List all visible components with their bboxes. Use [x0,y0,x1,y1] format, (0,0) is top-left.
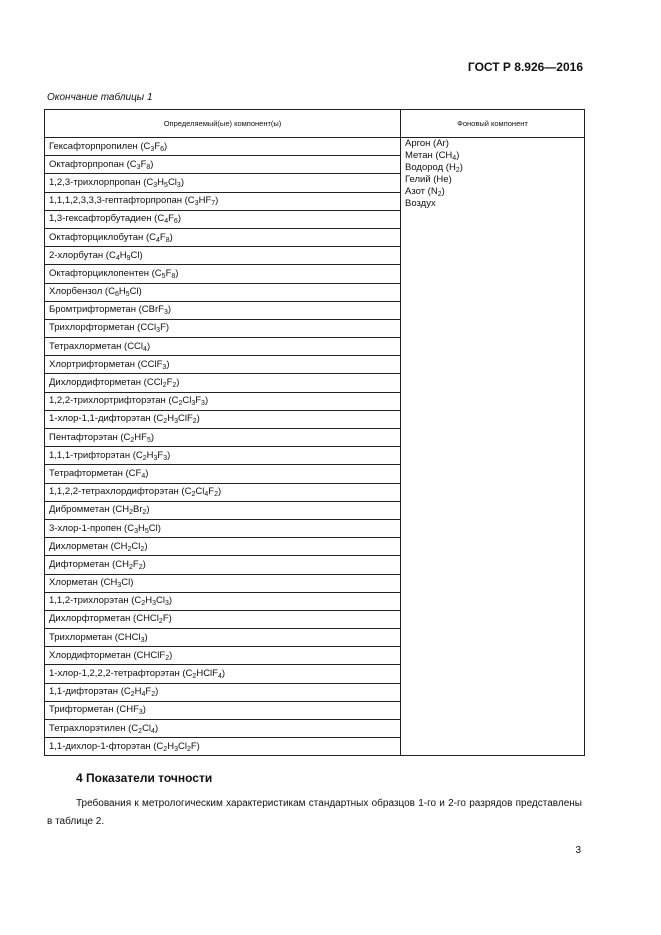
header-background-component: Фоновый компонент [401,110,585,138]
subscript: 4 [115,254,120,262]
table-caption: Окончание таблицы 1 [47,92,153,103]
subscript: 2 [138,563,143,571]
subscript: 4 [452,155,457,162]
table-body [45,138,585,756]
component-cell: Дифторметан $(CH_2F_2)$ [45,556,401,574]
component-cell: 1-хлор-1,1-дифторэтан $(C_2H_3ClF_2)$ [45,410,401,428]
component-cell: Трихлорметан (CHCl$_3$) [45,629,401,647]
subscript: 3 [153,454,158,462]
subscript: 3 [174,418,178,426]
component-cell: Хлорметан $(CH_3Cl)$ [45,574,401,592]
component-cell: Дибромметан $(CH_2Br_2)$ [45,501,401,519]
component-cell: 1,1-дифторэтан $(C_2H_4F_2)$ [45,683,401,701]
component-cell: Хлортрифторметан (CClF$_3$) [45,356,401,374]
subscript: 3 [140,636,145,644]
component-cell: Октафторциклобутан $(C_4F_8)$ [45,228,401,246]
subscript: 4 [155,236,160,244]
background-gas: Метан $(CH_4)$ [405,150,460,162]
background-gas: Водород $(H_2)$ [405,162,463,174]
component-cell: Трихлорфторметан (CCl$_3$F) [45,319,401,337]
subscript: 2 [140,545,145,553]
component-cell: 3-хлор-1-пропен $(C_3H_5Cl)$ [45,519,401,537]
background-gas: Гелий (He) [405,174,452,185]
subscript: 6 [160,145,165,153]
subscript: 3 [162,363,167,371]
subscript: 3 [163,454,168,462]
subscript: 2 [214,491,218,499]
component-cell: 1,1,1-трифторэтан $(C_2H_3F_3)$ [45,447,401,465]
subscript: 2 [151,691,156,699]
background-gas: Воздух [405,198,436,209]
subscript: 2 [162,382,167,390]
subscript: 4 [143,345,147,353]
subscript: 4 [151,727,155,735]
component-cell: 1,1,2-трихлорэтан $(C_2H_3Cl_3)$ [45,592,401,610]
subscript: 8 [165,236,170,244]
component-cell: 1-хлор-1,2,2,2-тетрафторэтан $(C_2HClF_4)$ [45,665,401,683]
subscript: 4 [204,491,209,499]
component-cell: Пентафторэтан $(C_2HF_5)$ [45,429,401,447]
background-component-cell [401,138,585,756]
subscript: 4 [141,691,146,699]
section-title: 4 Показатели точности [76,771,213,785]
subscript: 2 [165,654,170,662]
header-analyte-components: Определяемый(ые) компонент(ы) [45,110,401,138]
subscript: 2 [192,418,197,426]
subscript: 9 [126,254,131,262]
background-gas: Азот $(N_2)$ [405,186,445,198]
subscript: 3 [138,709,143,717]
component-cell: Дихлорметан $(CH_2Cl_2)$ [45,538,401,556]
table-row [45,138,585,156]
subscript: 2 [130,691,135,699]
component-cell: 1,2,2-трихлортрифторэтан $(C_2Cl_3F_3)$ [45,392,401,410]
subscript: 3 [164,600,169,608]
subscript: 2 [128,563,133,571]
subscript: 3 [194,200,199,208]
subscript: 2 [186,745,191,753]
table-header-row [45,110,585,138]
subscript: 3 [163,309,168,317]
component-cell: Хлорбензол $(C_6H_5Cl)$ [45,283,401,301]
subscript: 3 [201,400,205,408]
components-table [44,109,585,756]
subscript: 5 [125,291,130,299]
subscript: 5 [164,181,168,189]
subscript: 3 [174,745,178,753]
body-paragraph: Требования к метрологическим характеристикам стандартных образцов 1-го и 2-го разрядов представлены в таблице 2. [47,798,582,827]
subscript: 2 [437,191,442,198]
component-cell: Дихлордифторметан $(CCl_2F_2)$ [45,374,401,392]
component-cell: Тетрафторметан $(CF_4)$ [45,465,401,483]
component-cell: Октафторциклопентен $(C_5F_8)$ [45,265,401,283]
subscript: 3 [134,527,138,535]
subscript: 3 [136,163,141,171]
subscript: 3 [117,582,122,590]
subscript: 2 [138,727,143,735]
subscript: 2 [178,400,183,408]
subscript: 2 [129,509,133,517]
subscript: 2 [163,418,168,426]
component-cell: Хлордифторметан (CHClF$_2$) [45,647,401,665]
component-cell: 1,1,1,2,3,3,3-гептафторпропан $(C_3HF_7)$ [45,192,401,210]
component-cell: 1,3-гексафторбутадиен $(C_4F_6)$ [45,210,401,228]
subscript: 5 [146,436,151,444]
page-number: 3 [575,845,581,856]
subscript: 2 [163,745,168,753]
subscript: 2 [127,545,132,553]
component-cell: Дихлорфторметан (CHCl$_2$F) [45,610,401,628]
component-cell: Октафторпропан $(C_3F_8)$ [45,156,401,174]
subscript: 8 [146,163,151,171]
subscript: 6 [173,218,178,226]
component-cell: Трифторметан $(CHF_3)$ [45,701,401,719]
component-cell: Тетрахлорэтилен $(C_2Cl_4)$ [45,720,401,738]
subscript: 3 [191,400,196,408]
component-cell: 1,1,2,2-тетрахлордифторэтан $(C_2Cl_4F_2)$ [45,483,401,501]
subscript: 2 [142,454,147,462]
background-gas: Аргон (Ar) [405,138,449,149]
component-cell: Гексафторпропилен $(C_3F_6)$ [45,138,401,156]
subscript: 4 [164,218,169,226]
subscript: 2 [141,600,146,608]
subscript: 3 [152,600,156,608]
component-cell: Тетрахлорметан (CCl$_4$) [45,338,401,356]
subscript: 2 [192,673,197,681]
subscript: 4 [141,472,146,480]
subscript: 3 [156,327,161,335]
subscript: 3 [153,181,158,189]
subscript: 7 [211,200,216,208]
component-cell: 1,2,3-трихлорпропан $(C_3H_5Cl_3)$ [45,174,401,192]
subscript: 3 [176,181,181,189]
subscript: 5 [144,527,149,535]
subscript: 2 [172,382,177,390]
component-cell: 1,1-дихлор-1-фторэтан $(C_2H_3Cl_2F)$ [45,738,401,756]
subscript: 8 [171,272,176,280]
subscript: 3 [150,145,155,153]
subscript: 5 [161,272,166,280]
subscript: 6 [114,291,119,299]
subscript: 2 [158,618,163,626]
subscript: 2 [142,509,147,517]
document-code: ГОСТ Р 8.926—2016 [467,60,583,74]
subscript: 2 [455,167,460,174]
component-cell: 2-хлорбутан $(C_4H_9Cl)$ [45,247,401,265]
subscript: 2 [130,436,135,444]
subscript: 4 [217,673,222,681]
component-cell: Бромтрифторметан (CBrF$_3$) [45,301,401,319]
subscript: 2 [191,491,196,499]
